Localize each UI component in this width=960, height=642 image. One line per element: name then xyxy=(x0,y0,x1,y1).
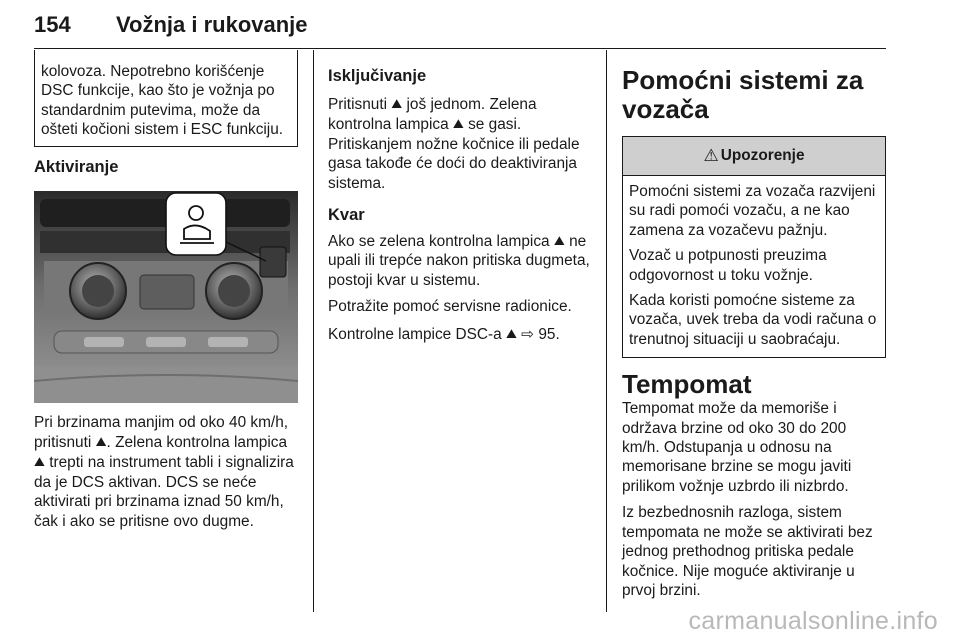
hill-descent-icon: ⛰ xyxy=(95,434,107,450)
page-header xyxy=(34,4,886,49)
hill-descent-icon: ⛰ xyxy=(391,96,403,111)
watermark: carmanualsonline.info xyxy=(688,607,938,635)
column-divider xyxy=(606,50,607,612)
paragraph-fault: Ako se zelena kontrolna lampica ⛰ ne upali ili trepće nakon pritiska dugmeta, postoji kvar u sistemu. xyxy=(328,233,590,289)
page-number: 154 xyxy=(34,12,71,37)
hill-descent-icon: ⛰ xyxy=(505,325,517,341)
chapter-title: Vožnja i rukovanje xyxy=(116,12,308,37)
warning-paragraph: Vozač u potpunosti preuzima odgovornost u toku vožnje. xyxy=(629,247,827,284)
column-middle xyxy=(328,50,594,344)
warning-box xyxy=(622,136,886,358)
paragraph-deactivation: Pritisnuti ⛰ još jednom. Zelena kontrolna lampica ⛰ se gasi. xyxy=(328,96,537,134)
dashboard-photo xyxy=(34,191,298,403)
paragraph-activation: Pri brzinama manjim od oko 40 km/h, pritisnuti ⛰. Zelena kontrolna lampica ⛰ trepti na instrument tabli i signalizira da je DCS aktivan. DCS se neće aktivirati pri brzinama iznad 50 km/h, čak i ako se pritisne ovo dugme. xyxy=(34,413,294,530)
paragraph-pedal: Pritiskanjem nožne kočnice ili pedale gasa takođe će doći do deaktiviranja sistema. xyxy=(328,135,580,192)
hill-descent-icon: ⛰ xyxy=(452,116,464,132)
warning-triangle-icon: ⚠ xyxy=(703,146,719,165)
section-heading-iskljucivanje: Isključivanje xyxy=(328,67,427,85)
paragraph-lamps-reference: Kontrolne lampice DSC-a ⛰ ⇨ 95. xyxy=(328,325,560,343)
hill-descent-icon: ⛰ xyxy=(34,454,45,470)
page-reference-arrow-icon: ⇨ xyxy=(521,325,535,343)
notice-text: kolovoza. Nepotrebno korišćenje DSC funkcije, kao što je vožnja po standardnim putevima, može da ošteti kočioni sistem i ESC funkciju. xyxy=(41,63,284,139)
page-reference-link[interactable]: 95. xyxy=(538,325,560,343)
paragraph-service: Potražite pomoć servisne radionice. xyxy=(328,298,572,316)
section-heading-kvar: Kvar xyxy=(328,206,365,225)
paragraph-tempomat-safety: Iz bezbednosnih razloga, sistem tempomata ne može se aktivirati bez jednog prethodnog pritiska pedale kočnice. Nije moguće aktiviranje u prvoj brzini. xyxy=(622,504,873,599)
notice-box-continuation xyxy=(34,50,298,147)
warning-label: Upozorenje xyxy=(720,147,805,164)
section-title-tempomat: Tempomat xyxy=(622,369,752,400)
section-title-driver-assistance: Pomoćni sistemi za vozača xyxy=(622,65,864,124)
paragraph-tempomat-speeds: Tempomat može da memoriše i održava brzine od oko 30 do 200 km/h. Odstupanja u odnosu na memorisane brzine se mogu javiti prilikom vožnje uzbrdo ili nizbrdo. xyxy=(622,400,852,495)
section-heading-aktiviranje: Aktiviranje xyxy=(34,157,119,176)
hill-descent-icon: ⛰ xyxy=(553,233,565,249)
warning-body xyxy=(623,176,885,357)
column-right xyxy=(622,50,886,600)
warning-paragraph: Pomoćni sistemi za vozača razvijeni su radi pomoći vozaču, a ne kao zamena za vozačevu pažnju. xyxy=(629,183,876,239)
warning-header xyxy=(623,137,885,176)
column-left xyxy=(34,50,298,531)
warning-paragraph: Kada koristi pomoćne sisteme za vozača, uvek treba da vodi računa o trenutnoj situaciji u saobraćaju. xyxy=(629,292,877,348)
column-divider xyxy=(313,50,314,612)
